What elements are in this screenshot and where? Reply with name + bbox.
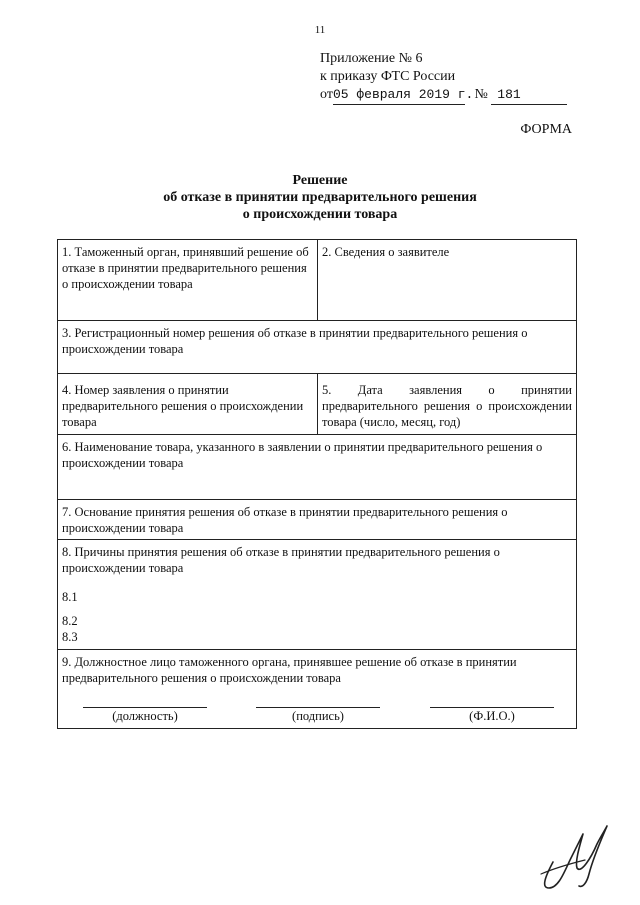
signature-line — [256, 707, 380, 708]
position-caption: (должность) — [112, 709, 178, 723]
number-label: № — [474, 87, 488, 102]
field-3-registration-number: 3. Регистрационный номер решения об отказе в принятии предварительного решения о происхождении товара — [62, 326, 528, 356]
document-title — [0, 172, 640, 223]
position-line — [83, 707, 207, 708]
title-line-1: Решение — [292, 173, 348, 188]
field-1-customs-body: 1. Таможенный орган, принявший решение об отказе в принятии предварительного решения о происхождении товара — [62, 245, 309, 291]
form-label: ФОРМА — [520, 122, 572, 137]
field-8-3: 8.3 — [62, 630, 78, 644]
title-line-2: об отказе в принятии предварительного решения — [163, 190, 477, 205]
field-6-goods-name: 6. Наименование товара, указанного в заявлении о принятии предварительного решения о происхождении товара — [62, 440, 543, 470]
decision-form-table — [57, 239, 577, 729]
handwritten-signature — [535, 822, 615, 892]
field-8-decision-reasons: 8. Причины принятия решения об отказе в принятии предварительного решения о происхождении товара — [62, 545, 500, 575]
field-8-1: 8.1 — [62, 590, 78, 604]
signature-caption: (подпись) — [292, 709, 344, 723]
order-date: 05 февраля 2019 г. — [333, 86, 465, 105]
name-caption: (Ф.И.О.) — [469, 709, 515, 723]
field-9-official: 9. Должностное лицо таможенного органа, принявшее решение об отказе в принятии предварительного решения о происхождении товара — [62, 655, 517, 685]
from-label: от — [320, 87, 333, 102]
appendix-title: Приложение № 6 — [320, 51, 423, 66]
field-2-applicant-info: 2. Сведения о заявителе — [322, 245, 450, 259]
field-5-application-date: 5. Дата заявления о принятии предварительного решения о происхождении товара (число, месяц, год) — [322, 383, 572, 429]
field-4-application-number: 4. Номер заявления о принятии предварительного решения о происхождении товара — [62, 383, 304, 429]
appendix-date-line — [320, 86, 567, 105]
appendix-order: к приказу ФТС России — [320, 69, 456, 84]
appendix-header — [320, 50, 567, 105]
field-8-2: 8.2 — [62, 614, 78, 628]
field-7-decision-basis: 7. Основание принятия решения об отказе в принятии предварительного решения о происхождении товара — [62, 505, 508, 535]
name-line — [430, 707, 554, 708]
page-number: 11 — [314, 24, 326, 36]
order-number: 181 — [491, 86, 567, 105]
title-line-3: о происхождении товара — [242, 207, 398, 222]
